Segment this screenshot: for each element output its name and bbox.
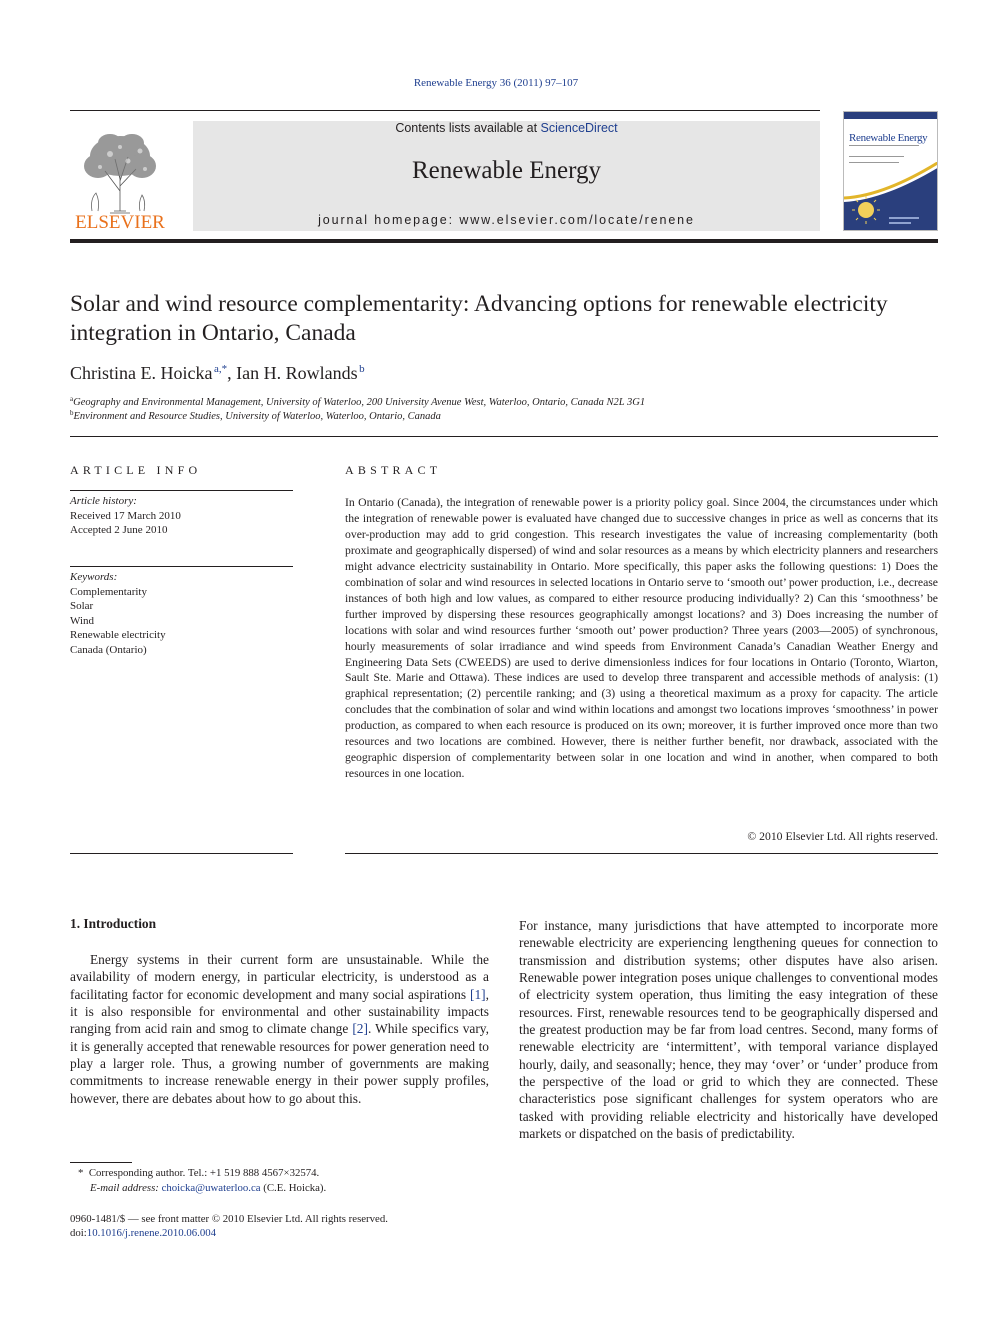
affiliation-text: Environment and Resource Studies, University of Waterloo, Waterloo, Ontario, Canada <box>73 411 441 422</box>
email-link[interactable]: choicka@uwaterloo.ca <box>161 1182 261 1194</box>
author-separator: , <box>227 363 237 383</box>
author-name[interactable]: Ian H. Rowlands <box>236 363 358 383</box>
history-label: Article history: <box>70 495 137 507</box>
article-info-rule <box>70 490 293 491</box>
article-info-heading: ARTICLE INFO <box>70 463 202 477</box>
issn-line: 0960-1481/$ — see front matter © 2010 Elsevier Ltd. All rights reserved. <box>70 1213 388 1225</box>
contents-line <box>193 121 820 135</box>
cover-band <box>844 112 938 119</box>
abstract-text: In Ontario (Canada), the integration of renewable power is a priority policy goal. Since 2004, the circumstances under which the integration of renewable power is evaluated have changed due to successive changes in price as well as concerns that its over-production may add to grid congestion. This research investigates the value of increasing complementarity (both proximate and geographically dispersed) of wind and solar resources as a means by which electricity planners and researchers might advance electricity sustainability in Ontario. More specifically, this paper asks the following questions: 1) Does the combination of solar and wind resources in selected locations in Ontario serve to ‘smooth out’ power production, i.e., decrease instances of both high and low values, as compared to either resource producing individually? 2) Can this ‘smoothness’ be further improved by dispersing these resources geographically amongst locations? and 3) Does increasing the number of locations with solar and wind resources further ‘smooth out’ power production? Three years (2003—2005) of synchronous, hourly measurements of solar irradiance and wind speeds from Environment Canada’s Canadian Weather Energy and Engineering Data Sets (CWEEDS) are used to derive dimensionless indices for four locations in Ontario (Toronto, Wiarton, Sault Ste. Marie and Ottawa). These indices are used to develop three transparent and accessible methods of analysis: (1) graphical representation; (2) percentile ranking; and (3) using a theoretical maximum as a proxy for capacity. The article concludes that the combination of solar and wind within locations and amongst two locations improves ‘smoothness’ in power production, as compared to when each resource is produced on its own; moreover, it is further improved once more than two resources and two locations are combined. However, there is neither further benefit, nor drawback, associated with the geographic dispersion of complementarity between solar in one location and wind in another, when compared to both resources in one location. <box>345 496 938 781</box>
author-list <box>70 363 365 384</box>
article-history <box>70 494 293 538</box>
abstract-heading: ABSTRACT <box>345 463 442 477</box>
article-title: Solar and wind resource complementarity: Advancing options for renewable electricity integration in Ontario, Canada <box>70 291 888 346</box>
reference-link[interactable]: [1] <box>470 986 486 1002</box>
sciencedirect-link[interactable]: ScienceDirect <box>540 121 618 135</box>
journal-name: Renewable Energy <box>411 157 602 184</box>
section-rule <box>70 436 938 437</box>
keyword: Complementarity <box>70 585 147 598</box>
elsevier-wordmark: ELSEVIER <box>75 212 165 233</box>
keywords-block <box>70 570 293 657</box>
paragraph-text: , it is also responsible for environmental and other sustainability impacts ranging from acid rain and smog to climate change <box>70 986 489 1037</box>
affiliation-mark: a <box>70 395 74 403</box>
paragraph-text: Energy systems in their current form are unsustainable. While the availability of modern energy, in particular electricity, is understood as a facilitating factor for economic development and many social aspirations <box>70 952 489 1002</box>
header-rule <box>70 110 820 111</box>
keywords-rule <box>70 566 293 567</box>
reference-link[interactable]: [2] <box>352 1021 368 1037</box>
email-label: E-mail address: <box>90 1182 162 1194</box>
abstract-copyright: © 2010 Elsevier Ltd. All rights reserved. <box>747 830 938 843</box>
affiliation-text: Geography and Environmental Management, University of Waterloo, 200 University Avenue West, Waterloo, Ontario, Canada N2L 3G1 <box>73 397 646 408</box>
introduction-paragraph-1 <box>70 951 489 1107</box>
email-suffix: (C.E. Hoicka). <box>260 1182 327 1194</box>
cover-title: Renewable Energy <box>849 132 928 144</box>
keyword: Solar <box>70 600 94 612</box>
keyword: Renewable electricity <box>70 629 166 641</box>
journal-citation[interactable]: Renewable Energy 36 (2011) 97–107 <box>413 77 579 89</box>
keywords-label: Keywords: <box>70 571 118 583</box>
footnote-rule <box>70 1162 132 1163</box>
keyword: Canada (Ontario) <box>70 643 147 656</box>
header-thick-rule <box>70 239 938 243</box>
cover-subtitle-line <box>849 145 919 146</box>
cover-subtitle-line <box>849 156 904 157</box>
author-affiliation-mark[interactable]: b <box>359 363 365 375</box>
doi-link[interactable]: 10.1016/j.renene.2010.06.004 <box>86 1227 217 1239</box>
doi-label: doi: <box>70 1227 87 1239</box>
received-date: Received 17 March 2010 <box>70 509 181 522</box>
abstract-rule <box>345 853 938 854</box>
affiliation <box>70 395 645 408</box>
doi-line <box>70 1226 216 1241</box>
author-affiliation-mark[interactable]: a,* <box>214 363 228 375</box>
affiliation-mark: b <box>70 409 74 417</box>
corresponding-text: Corresponding author. Tel.: +1 519 888 4567×32574. <box>88 1167 320 1179</box>
affiliation <box>70 409 441 422</box>
author-name[interactable]: Christina E. Hoicka <box>70 363 213 383</box>
accepted-date: Accepted 2 June 2010 <box>70 524 168 536</box>
contents-prefix: Contents lists available at <box>395 121 541 135</box>
journal-homepage[interactable]: journal homepage: www.elsevier.com/locate/renene <box>318 213 695 227</box>
introduction-paragraph-2: For instance, many jurisdictions that have attempted to incorporate more renewable electricity are experiencing lengthening queues for connection to transmission and distribution systems; other disputes have also arisen. Renewable power integration poses unique challenges to conventional modes of electricity system operation, thus limiting the easy integration of these resources. First, renewable resources tend to be geographically dispersed and the greatest production may be far from load centres. Second, many forms of renewable electricity are ‘intermittent’, with temporal variance displayed hourly, daily, and seasonally; hence, they may ‘over’ or ‘under’ produce from the perspective of the load or grid to which they are connected. These characteristics pose significant challenges for system operators who are tasked with providing reliable electricity and historically have developed markets or dispatched on the basis of predictability. <box>519 918 938 1142</box>
email-note <box>90 1181 326 1196</box>
keyword: Wind <box>70 614 94 627</box>
corresponding-author-note <box>78 1166 319 1181</box>
cover-wave-art <box>844 162 938 231</box>
introduction-heading: 1. Introduction <box>70 916 157 931</box>
article-info-bottom-rule <box>70 853 293 854</box>
paragraph-text: . While specifics vary, it is generally accepted that renewable resources for power generation need to play a larger role. Thus, a growing number of governments are making commitments to increase renewable energy in their power supply profiles, however, there are debates about how to go about this. <box>70 1021 489 1106</box>
journal-cover-thumbnail[interactable] <box>843 111 938 231</box>
footnote-star: * <box>78 1167 84 1179</box>
